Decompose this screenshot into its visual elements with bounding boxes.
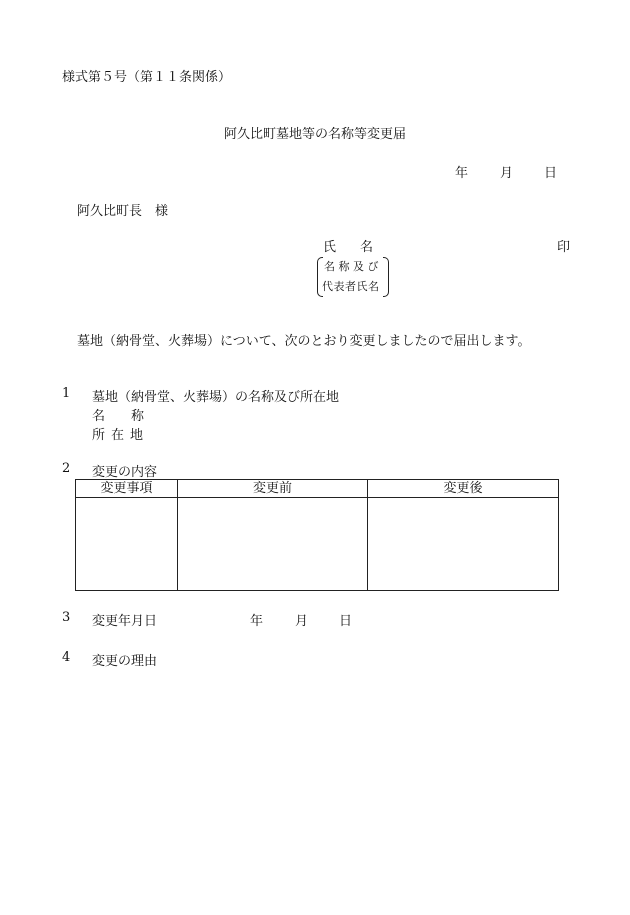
seal-mark: 印 [557, 240, 571, 255]
right-bracket [383, 257, 389, 297]
applicant-name-label [323, 236, 373, 255]
header-change-item: 変更事項 [76, 480, 178, 498]
applicant-name-label-a: 氏 [323, 240, 337, 255]
cell-before[interactable] [178, 498, 368, 591]
bracket-line-2: 代表者氏名 [322, 280, 380, 293]
applicant-name-label-b: 名 [360, 240, 374, 255]
header-after: 変更後 [368, 480, 559, 498]
page-title: 阿久比町墓地等の名称等変更届 [223, 127, 406, 142]
section-3-day-label: 日 [339, 614, 353, 629]
date-day-label: 日 [544, 166, 558, 181]
section-4-title: 変更の理由 [92, 654, 158, 669]
statement: 墓地（納骨堂、火葬場）について、次のとおり変更しましたので届出します。 [77, 334, 531, 349]
addressee: 阿久比町長 様 [77, 204, 169, 219]
date-year-label: 年 [455, 166, 469, 181]
section-2-title: 変更の内容 [92, 465, 158, 480]
applicant-bracket-note [317, 255, 389, 299]
date-month-label: 月 [500, 166, 514, 181]
section-3-year-label: 年 [250, 614, 264, 629]
bracket-line-1: 名称及び [324, 260, 382, 273]
cell-change-item[interactable] [76, 498, 178, 591]
section-2-number: 2 [62, 461, 71, 476]
form-number: 様式第５号（第１１条関係） [62, 70, 232, 85]
section-1-number: 1 [62, 386, 71, 401]
header-before: 変更前 [178, 480, 368, 498]
section-3-number: 3 [62, 610, 71, 625]
section-1-title: 墓地（納骨堂、火葬場）の名称及び所在地 [92, 390, 340, 405]
section-3-title: 変更年月日 [92, 614, 158, 629]
changes-table [75, 479, 559, 591]
section-1-name-label [92, 405, 144, 424]
section-1-name-b: 称 [131, 409, 145, 424]
table-row [76, 498, 559, 591]
table-header-row [76, 480, 559, 498]
section-1-name-a: 名 [92, 409, 106, 424]
section-4-number: 4 [62, 650, 71, 665]
cell-after[interactable] [368, 498, 559, 591]
section-3-month-label: 月 [295, 614, 309, 629]
section-1-location-label: 所在地 [92, 428, 150, 443]
